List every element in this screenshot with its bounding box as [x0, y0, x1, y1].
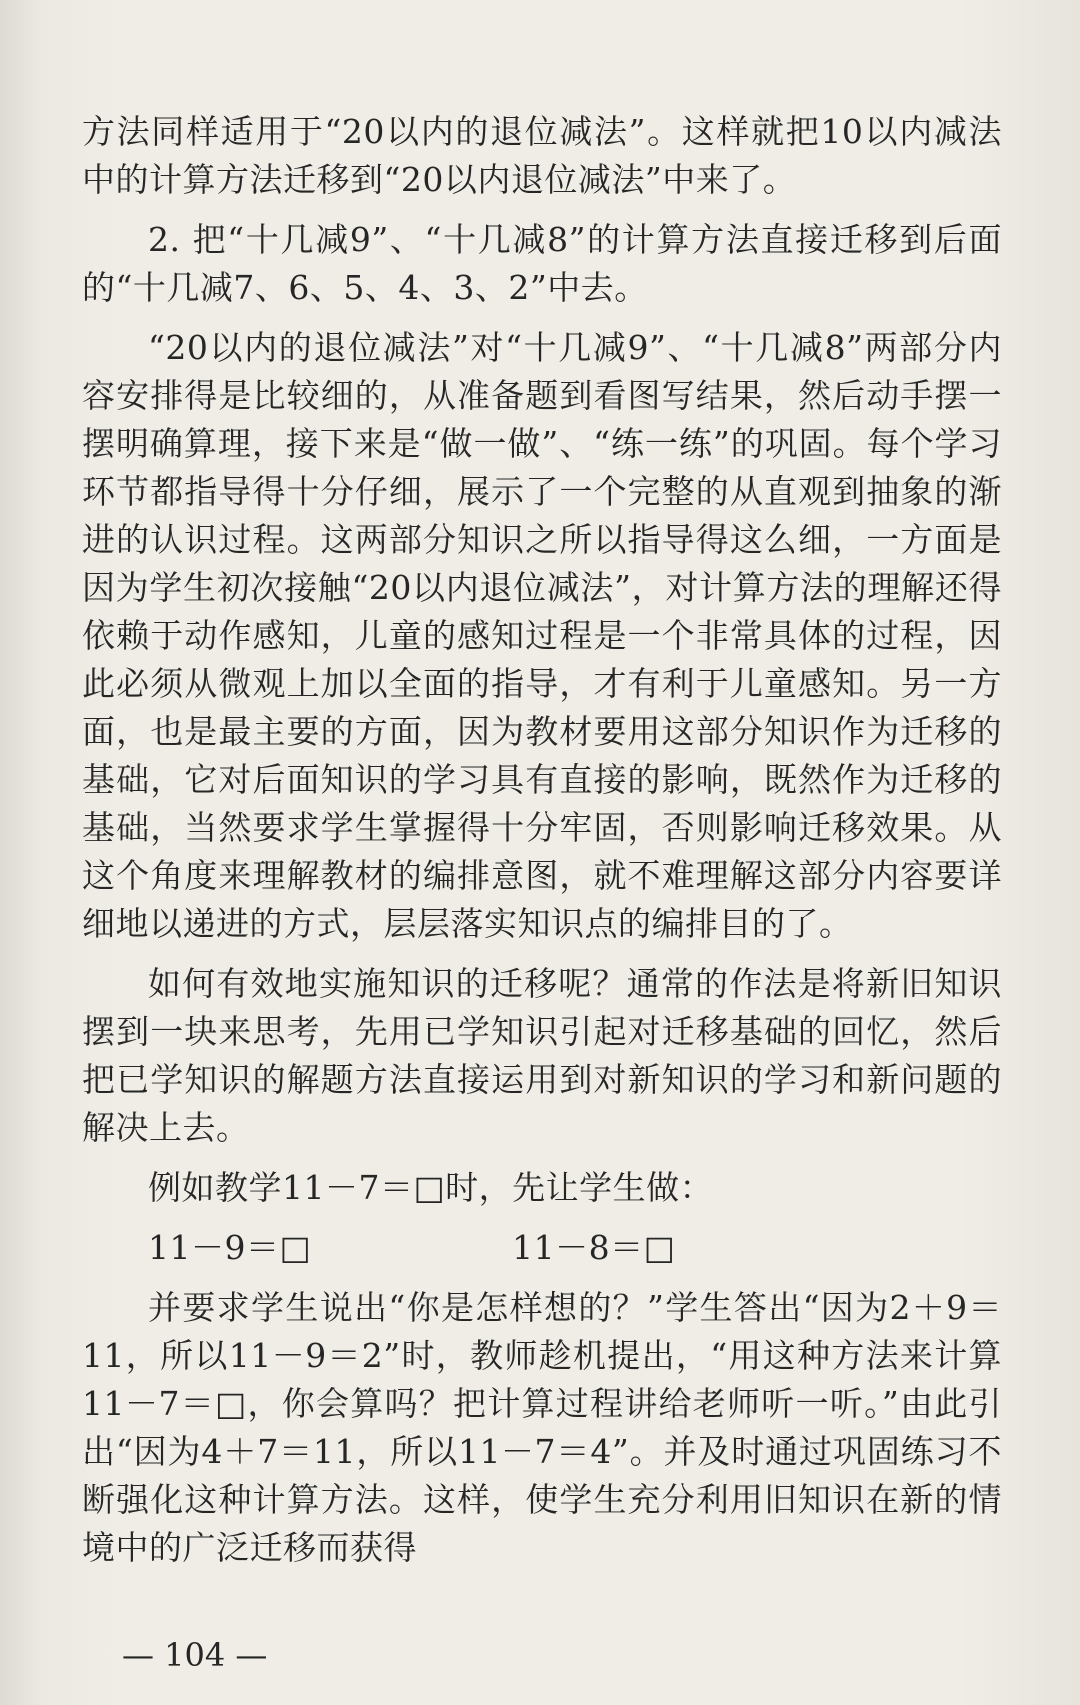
paragraph-continued: 方法同样适用于“20以内的退位减法”。这样就把10以内减法中的计算方法迁移到“20以内退位减法”中来了。	[82, 112, 1002, 199]
paragraph-example-intro: 例如教学11－7＝□时，先让学生做：	[148, 1168, 714, 1207]
paragraph-example-discussion: 并要求学生说出“你是怎样想的？”学生答出“因为2＋9＝11，所以11－9＝2”时，教师趁机提出，“用这种方法来计算11－7＝□，你会算吗？把计算过程讲给老师听一听。”由此引出“因为4＋7＝11，所以11－7＝4”。并及时通过巩固练习不断强化这种计算方法。这样，使学生充分利用旧知识在新的情境中的广泛迁移而获得	[82, 1288, 1002, 1567]
body-text	[82, 108, 1002, 1572]
paragraph-example-equations: 11－9＝□ 11－8＝□	[148, 1228, 676, 1267]
paragraph-point-2: 2. 把“十几减9”、“十几减8”的计算方法直接迁移到后面的“十几减7、6、5、4、3、2”中去。	[82, 220, 1002, 307]
paragraph-explanation: “20以内的退位减法”对“十几减9”、“十几减8”两部分内容安排得是比较细的，从准备题到看图写结果，然后动手摆一摆明确算理，接下来是“做一做”、“练一练”的巩固。每个学习环节都指导得十分仔细，展示了一个完整的从直观到抽象的渐进的认识过程。这两部分知识之所以指导得这么细，一方面是因为学生初次接触“20以内退位减法”，对计算方法的理解还得依赖于动作感知，儿童的感知过程是一个非常具体的过程，因此必须从微观上加以全面的指导，才有利于儿童感知。另一方面，也是最主要的方面，因为教材要用这部分知识作为迁移的基础，它对后面知识的学习具有直接的影响，既然作为迁移的基础，当然要求学生掌握得十分牢固，否则影响迁移效果。从这个角度来理解教材的编排意图，就不难理解这部分内容要详细地以递进的方式，层层落实知识点的编排目的了。	[82, 328, 1002, 943]
paragraph-how-to-transfer: 如何有效地实施知识的迁移呢？通常的作法是将新旧知识摆到一块来思考，先用已学知识引起对迁移基础的回忆，然后把已学知识的解题方法直接运用到对新知识的学习和新问题的解决上去。	[82, 964, 1002, 1147]
page-number: — 104 —	[122, 1636, 268, 1674]
